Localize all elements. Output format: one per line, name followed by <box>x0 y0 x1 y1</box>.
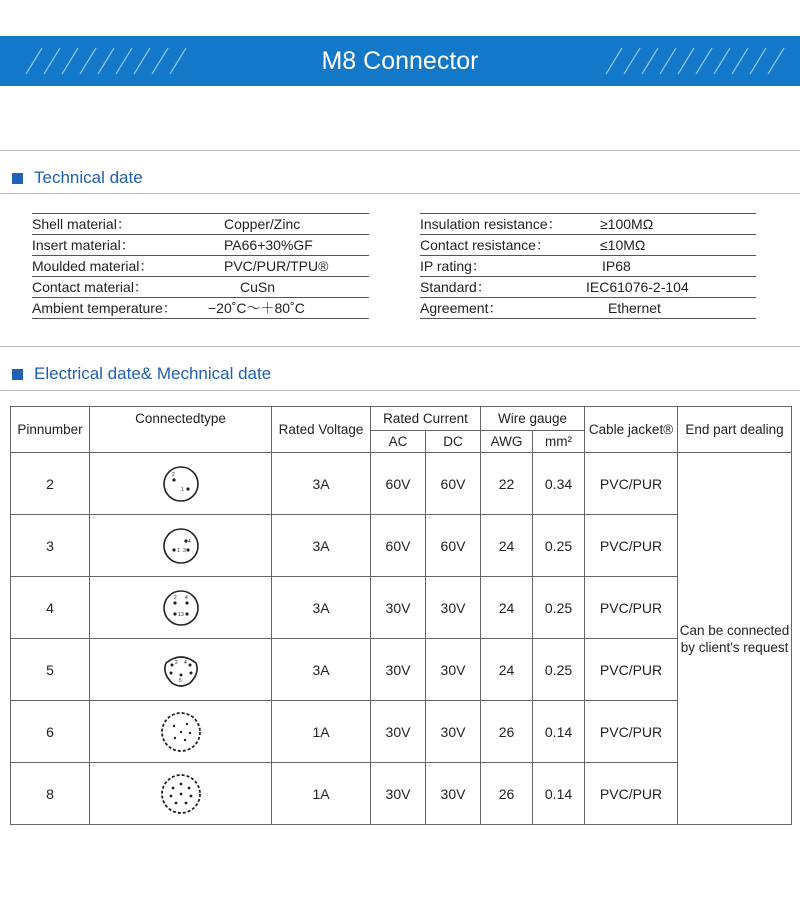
spec-label: Contact resistance： <box>420 237 550 253</box>
spec-value: ≤10MΩ <box>600 237 646 253</box>
cable-jacket-cell: PVC/PUR <box>585 639 678 701</box>
spec-value: CuSn <box>240 279 276 295</box>
technical-heading <box>12 168 143 188</box>
svg-text:3: 3 <box>180 611 184 618</box>
awg-cell: 24 <box>481 577 533 639</box>
section-divider <box>0 193 800 194</box>
electrical-table <box>10 406 792 825</box>
spec-row <box>420 235 756 256</box>
end-part-cell: Can be connected by client's request <box>678 453 792 825</box>
table-row <box>11 639 792 701</box>
svg-text:2: 2 <box>174 659 178 666</box>
pin-count: 2 <box>11 453 90 515</box>
spec-row <box>420 298 756 319</box>
section-divider <box>0 346 800 347</box>
header-ac: AC <box>371 431 426 453</box>
spec-label: IP rating： <box>420 258 486 274</box>
awg-cell: 24 <box>481 515 533 577</box>
pin-count: 3 <box>11 515 90 577</box>
spec-label: Shell material： <box>32 216 131 232</box>
awg-cell: 24 <box>481 639 533 701</box>
ac-cell: 30V <box>371 701 426 763</box>
ac-cell: 30V <box>371 577 426 639</box>
svg-text:4: 4 <box>184 594 188 601</box>
svg-text:5: 5 <box>178 677 182 684</box>
mm2-cell: 0.34 <box>533 453 585 515</box>
svg-text:1: 1 <box>177 611 181 618</box>
title-banner <box>0 36 800 86</box>
rated-voltage-cell: 3A <box>272 577 371 639</box>
dc-cell: 30V <box>426 763 481 825</box>
rated-voltage-cell: 1A <box>272 763 371 825</box>
technical-heading-label: Technical date <box>34 168 143 187</box>
table-row <box>11 515 792 577</box>
header-pin-number: Pinnumber <box>11 407 90 453</box>
spec-row <box>32 298 369 319</box>
cable-jacket-cell: PVC/PUR <box>585 515 678 577</box>
section-marker-icon <box>12 173 23 184</box>
spec-row <box>32 214 369 235</box>
table-row <box>11 577 792 639</box>
section-divider <box>0 150 800 151</box>
header-end-part: End part dealing <box>678 407 792 453</box>
spec-label: Agreement： <box>420 300 503 316</box>
mm2-cell: 0.25 <box>533 577 585 639</box>
connector-6pin-icon <box>90 701 272 763</box>
cable-jacket-cell: PVC/PUR <box>585 577 678 639</box>
connector-5pin-icon <box>90 639 272 701</box>
dc-cell: 60V <box>426 453 481 515</box>
mm2-cell: 0.14 <box>533 701 585 763</box>
spec-value: IEC61076-2-104 <box>586 279 689 295</box>
section-divider <box>0 390 800 391</box>
pin-count: 5 <box>11 639 90 701</box>
header-mm2: mm² <box>533 431 585 453</box>
connector-2pin-icon <box>90 453 272 515</box>
spec-row <box>32 235 369 256</box>
svg-text:2: 2 <box>171 471 175 478</box>
connector-8pin-icon <box>90 763 272 825</box>
ac-cell: 60V <box>371 515 426 577</box>
ac-cell: 30V <box>371 639 426 701</box>
spec-value: PVC/PUR/TPU® <box>224 258 329 274</box>
svg-text:1: 1 <box>176 547 180 554</box>
electrical-heading <box>12 364 271 384</box>
spec-label: Contact material： <box>32 279 148 295</box>
svg-text:2: 2 <box>173 594 177 601</box>
spec-label: Moulded material： <box>32 258 154 274</box>
svg-text:4: 4 <box>183 659 187 666</box>
header-wire-gauge: Wire gauge <box>481 407 585 431</box>
awg-cell: 22 <box>481 453 533 515</box>
header-awg: AWG <box>481 431 533 453</box>
page-title: M8 Connector <box>321 47 479 75</box>
cable-jacket-cell: PVC/PUR <box>585 453 678 515</box>
svg-text:1: 1 <box>180 486 184 493</box>
pin-count: 6 <box>11 701 90 763</box>
mm2-cell: 0.25 <box>533 639 585 701</box>
table-row <box>11 701 792 763</box>
connector-4pin-icon <box>90 577 272 639</box>
spec-label: Insulation resistance： <box>420 216 562 232</box>
mm2-cell: 0.25 <box>533 515 585 577</box>
svg-text:3: 3 <box>182 547 186 554</box>
connector-3pin-icon <box>90 515 272 577</box>
spec-value: Copper/Zinc <box>224 216 301 232</box>
rated-voltage-cell: 3A <box>272 515 371 577</box>
ac-cell: 30V <box>371 763 426 825</box>
rated-voltage-cell: 3A <box>272 453 371 515</box>
spec-value: ≥100MΩ <box>600 216 654 232</box>
rated-voltage-cell: 1A <box>272 701 371 763</box>
awg-cell: 26 <box>481 763 533 825</box>
header-cable-jacket: Cable jacket® <box>585 407 678 453</box>
header-rated-voltage: Rated Voltage <box>272 407 371 453</box>
dc-cell: 30V <box>426 577 481 639</box>
table-row <box>11 453 792 515</box>
spec-value: IP68 <box>602 258 631 274</box>
spec-label: Ambient temperature： <box>32 300 177 316</box>
spec-row <box>32 277 369 298</box>
spec-label: Standard： <box>420 279 491 295</box>
spec-row <box>420 214 756 235</box>
table-row <box>11 763 792 825</box>
spec-row <box>32 256 369 277</box>
header-dc: DC <box>426 431 481 453</box>
spec-label: Insert material： <box>32 237 135 253</box>
dc-cell: 30V <box>426 639 481 701</box>
rated-voltage-cell: 3A <box>272 639 371 701</box>
header-rated-current: Rated Current <box>371 407 481 431</box>
spec-row <box>420 277 756 298</box>
mm2-cell: 0.14 <box>533 763 585 825</box>
spec-value: −20˚C～＋80˚C <box>208 300 305 316</box>
spec-row <box>420 256 756 277</box>
dc-cell: 60V <box>426 515 481 577</box>
pin-count: 4 <box>11 577 90 639</box>
dc-cell: 30V <box>426 701 481 763</box>
header-connected-type: Connectedtype <box>90 407 272 453</box>
spec-value: PA66+30%GF <box>224 237 313 253</box>
cable-jacket-cell: PVC/PUR <box>585 763 678 825</box>
svg-text:4: 4 <box>187 538 191 545</box>
awg-cell: 26 <box>481 701 533 763</box>
pin-count: 8 <box>11 763 90 825</box>
spec-value: Ethernet <box>608 300 661 316</box>
cable-jacket-cell: PVC/PUR <box>585 701 678 763</box>
ac-cell: 60V <box>371 453 426 515</box>
electrical-heading-label: Electrical date& Mechnical date <box>34 364 272 383</box>
section-marker-icon <box>12 369 23 380</box>
